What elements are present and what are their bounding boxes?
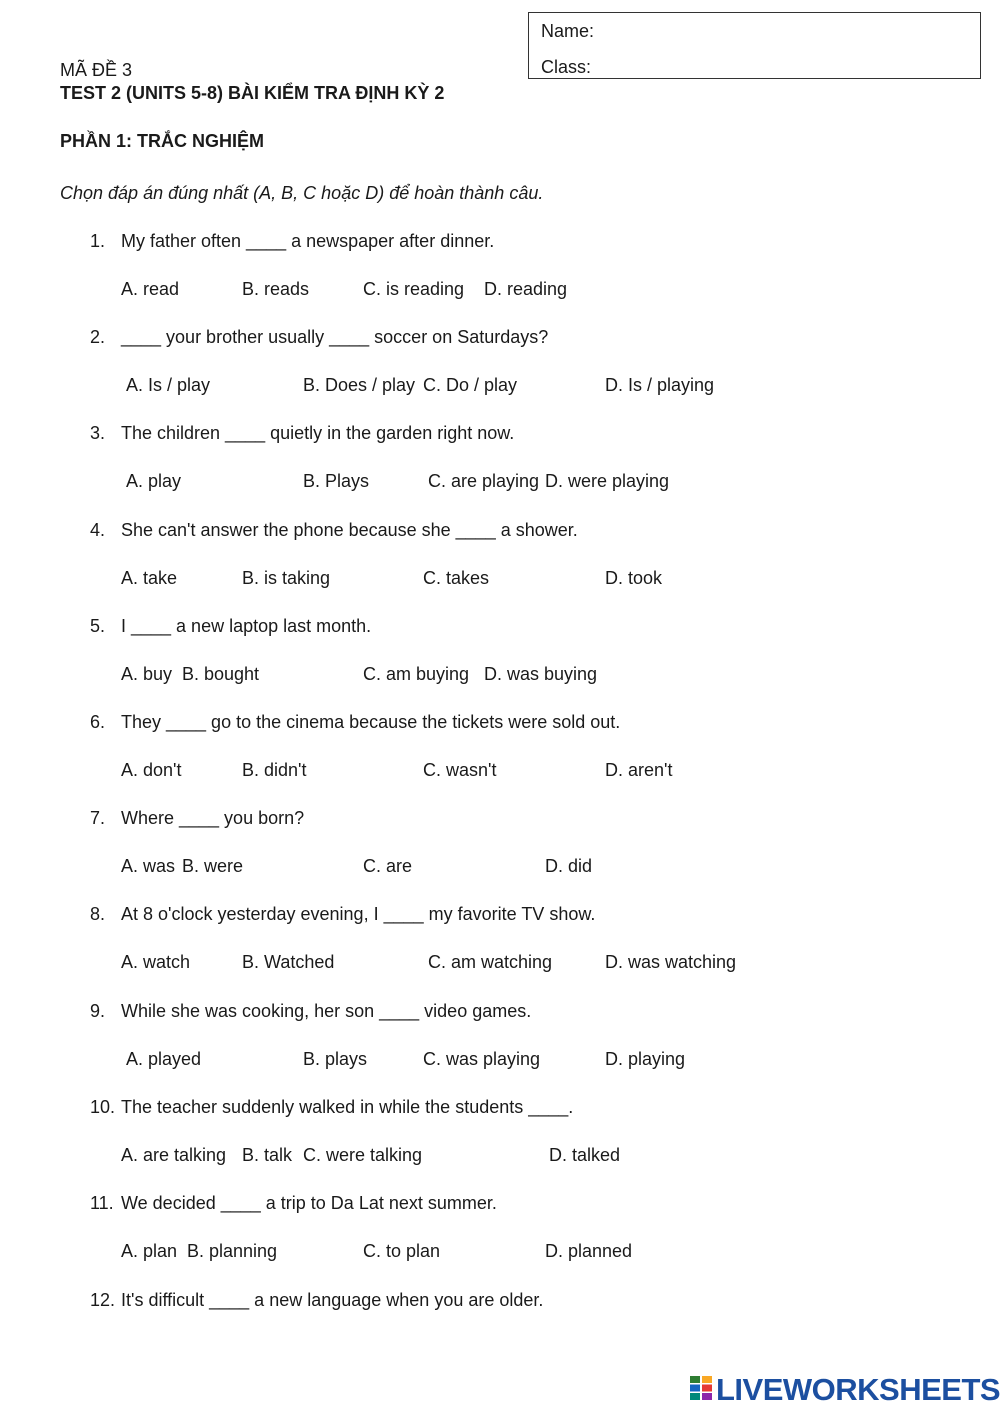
- question-number: 4.: [90, 520, 106, 540]
- question-number: 5.: [90, 616, 106, 636]
- question-number: 1.: [90, 231, 106, 251]
- question-text: The teacher suddenly walked in while the students ____.: [121, 1097, 574, 1117]
- question-text: At 8 o'clock yesterday evening, I ____ my favorite TV show.: [121, 904, 596, 924]
- option-c[interactable]: C. Do / play: [423, 375, 518, 395]
- page-title: TEST 2 (UNITS 5-8) BÀI KIỂM TRA ĐỊNH KỲ 2: [60, 83, 445, 103]
- option-d[interactable]: D. was watching: [605, 952, 737, 972]
- question-number: 12.: [90, 1290, 116, 1310]
- option-c[interactable]: C. are playing: [428, 471, 540, 491]
- option-a[interactable]: A. are talking: [121, 1145, 227, 1165]
- option-c[interactable]: C. were talking: [303, 1145, 423, 1165]
- option-b[interactable]: B. were: [182, 856, 244, 876]
- option-c[interactable]: C. is reading: [363, 279, 465, 299]
- question-text: Where ____ you born?: [121, 808, 305, 828]
- question-number: 2.: [90, 327, 106, 347]
- section-heading: PHẦN 1: TRẮC NGHIỆM: [60, 131, 265, 151]
- liveworksheets-logo: [690, 1372, 1000, 1408]
- question-text: I ____ a new laptop last month.: [121, 616, 372, 636]
- option-b[interactable]: B. bought: [182, 664, 260, 684]
- option-d[interactable]: D. playing: [605, 1049, 686, 1069]
- option-c[interactable]: C. wasn't: [423, 760, 497, 780]
- option-b[interactable]: B. is taking: [242, 568, 331, 588]
- option-c[interactable]: C. takes: [423, 568, 490, 588]
- question-number: 3.: [90, 423, 106, 443]
- name-class-box: [528, 12, 981, 79]
- option-a[interactable]: A. Is / play: [126, 375, 211, 395]
- question-number: 6.: [90, 712, 106, 732]
- option-b[interactable]: B. Watched: [242, 952, 335, 972]
- option-a[interactable]: A. was: [121, 856, 176, 876]
- option-b[interactable]: B. planning: [187, 1241, 278, 1261]
- option-c[interactable]: C. am buying: [363, 664, 470, 684]
- option-b[interactable]: B. Plays: [303, 471, 370, 491]
- question-number: 11.: [90, 1193, 114, 1213]
- option-b[interactable]: B. Does / play: [303, 375, 416, 395]
- option-b[interactable]: B. didn't: [242, 760, 307, 780]
- question-number: 9.: [90, 1001, 106, 1021]
- option-d[interactable]: D. were playing: [545, 471, 670, 491]
- option-b[interactable]: B. talk: [242, 1145, 293, 1165]
- class-label: Class:: [541, 57, 592, 77]
- question-text: They ____ go to the cinema because the tickets were sold out.: [121, 712, 621, 732]
- option-c[interactable]: C. am watching: [428, 952, 553, 972]
- option-d[interactable]: D. did: [545, 856, 593, 876]
- question-text: It's difficult ____ a new language when you are older.: [121, 1290, 544, 1310]
- liveworksheets-logo-icon: [690, 1376, 712, 1405]
- question-number: 7.: [90, 808, 106, 828]
- option-b[interactable]: B. plays: [303, 1049, 368, 1069]
- option-d[interactable]: D. Is / playing: [605, 375, 715, 395]
- option-a[interactable]: A. buy: [121, 664, 173, 684]
- option-a[interactable]: A. don't: [121, 760, 182, 780]
- option-b[interactable]: B. reads: [242, 279, 310, 299]
- option-c[interactable]: C. was playing: [423, 1049, 541, 1069]
- option-c[interactable]: C. to plan: [363, 1241, 441, 1261]
- option-d[interactable]: D. planned: [545, 1241, 633, 1261]
- name-label: Name:: [541, 21, 595, 41]
- option-a[interactable]: A. play: [126, 471, 182, 491]
- question-text: She can't answer the phone because she ____ a shower.: [121, 520, 578, 540]
- option-c[interactable]: C. are: [363, 856, 413, 876]
- option-d[interactable]: D. talked: [549, 1145, 621, 1165]
- exam-code: MÃ ĐỀ 3: [60, 60, 133, 80]
- option-d[interactable]: D. was buying: [484, 664, 598, 684]
- question-text: ____ your brother usually ____ soccer on Saturdays?: [121, 327, 549, 347]
- question-number: 8.: [90, 904, 106, 924]
- option-a[interactable]: A. read: [121, 279, 180, 299]
- question-number: 10.: [90, 1097, 116, 1117]
- question-text: While she was cooking, her son ____ video games.: [121, 1001, 532, 1021]
- question-text: My father often ____ a newspaper after dinner.: [121, 231, 495, 251]
- option-a[interactable]: A. played: [126, 1049, 202, 1069]
- option-a[interactable]: A. watch: [121, 952, 191, 972]
- option-d[interactable]: D. reading: [484, 279, 568, 299]
- option-d[interactable]: D. aren't: [605, 760, 673, 780]
- instructions: Chọn đáp án đúng nhất (A, B, C hoặc D) để hoàn thành câu.: [60, 183, 544, 203]
- option-d[interactable]: D. took: [605, 568, 663, 588]
- option-a[interactable]: A. take: [121, 568, 178, 588]
- question-text: We decided ____ a trip to Da Lat next summer.: [121, 1193, 497, 1213]
- option-a[interactable]: A. plan: [121, 1241, 178, 1261]
- question-text: The children ____ quietly in the garden right now.: [121, 423, 515, 443]
- liveworksheets-logo-text: LIVEWORKSHEETS: [716, 1372, 1000, 1407]
